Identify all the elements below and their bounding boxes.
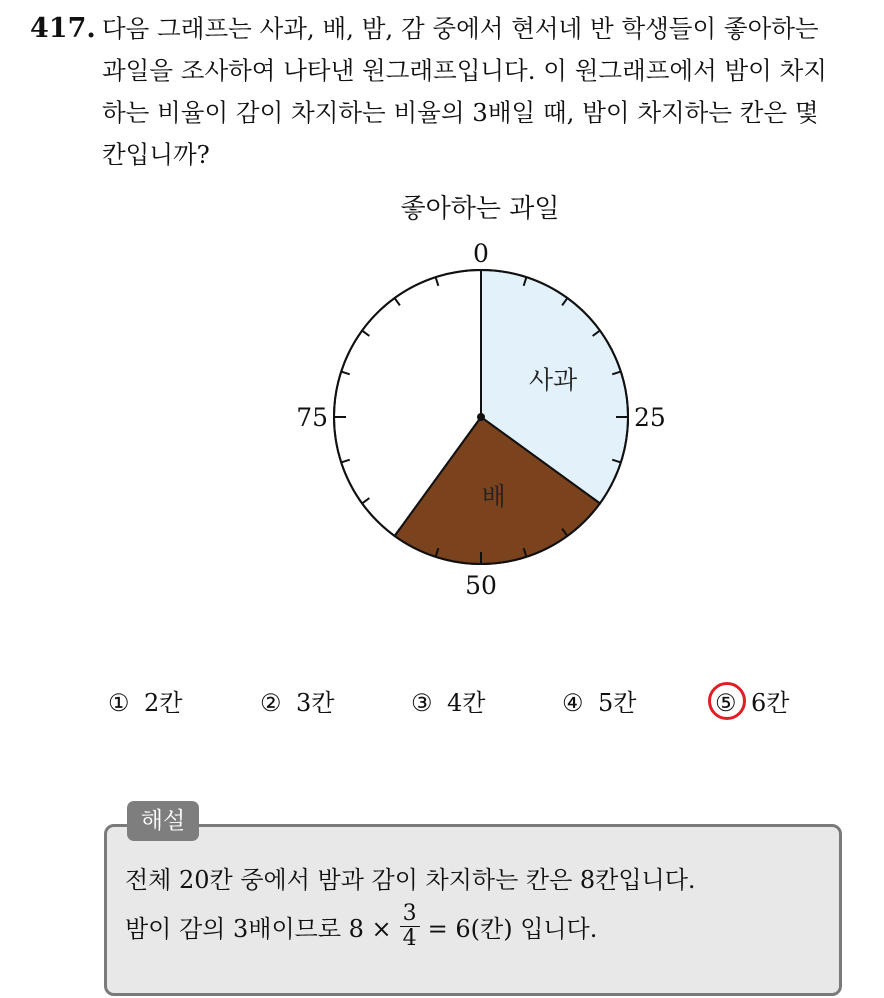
choice-3[interactable] (411, 683, 485, 718)
question (30, 8, 870, 176)
question-line-4: 칸입니까? (102, 140, 210, 169)
question-line-3: 하는 비율이 감이 차지하는 비율의 3배일 때, 밤이 차지하는 칸은 몇 (102, 98, 819, 127)
choice-4-text: 5칸 (598, 689, 637, 717)
pie-scale-label-50: 50 (465, 571, 497, 600)
pie-scale-label-25: 25 (634, 403, 666, 432)
pie-scale-label-0: 0 (473, 239, 489, 268)
pie-scale-label-75: 75 (296, 403, 328, 432)
answer-choices (0, 683, 884, 723)
choice-1-text: 2칸 (144, 689, 183, 717)
choice-4[interactable] (562, 683, 636, 718)
question-line-2: 과일을 조사하여 나타낸 원그래프입니다. 이 원그래프에서 밤이 차지 (102, 56, 827, 85)
question-number: 417. (30, 13, 96, 44)
choice-5-mark-glyph: ⑤ (715, 689, 737, 717)
choice-5-text: 6칸 (751, 689, 790, 717)
solution-line-2-suffix: = 6(칸) 입니다. (427, 915, 598, 943)
question-line-1 (30, 8, 870, 50)
choice-3-text: 4칸 (447, 689, 486, 717)
selected-answer-circle (708, 682, 746, 720)
choice-5-mark (715, 689, 751, 717)
pie-slice-label-2: 배 (481, 481, 506, 511)
center-dot (477, 413, 485, 421)
choice-1-mark: ① (108, 689, 130, 717)
choice-2-text: 3칸 (296, 689, 335, 717)
solution-line-1: 전체 20칸 중에서 밤과 감이 차지하는 칸은 8칸입니다. (125, 866, 696, 894)
choice-1[interactable] (108, 683, 182, 718)
pie-chart (280, 235, 680, 605)
fraction-denominator: 4 (402, 926, 417, 951)
choice-2-mark: ② (260, 689, 282, 717)
chart-title: 좋아하는 과일 (400, 194, 560, 224)
solution-line-2-prefix: 밤이 감의 3배이므로 8 × (125, 915, 392, 943)
pie-slice-label-1: 사과 (528, 365, 578, 395)
solution-badge: 해설 (127, 801, 199, 841)
choice-5[interactable] (715, 683, 789, 718)
fraction-numerator: 3 (400, 902, 420, 927)
choice-4-mark: ④ (562, 689, 584, 717)
solution-line-2 (125, 902, 597, 951)
fraction (400, 902, 420, 951)
choice-2[interactable] (260, 683, 334, 718)
question-text-1: 다음 그래프는 사과, 배, 밤, 감 중에서 현서네 반 학생들이 좋아하는 (102, 14, 819, 43)
choice-3-mark: ③ (411, 689, 433, 717)
